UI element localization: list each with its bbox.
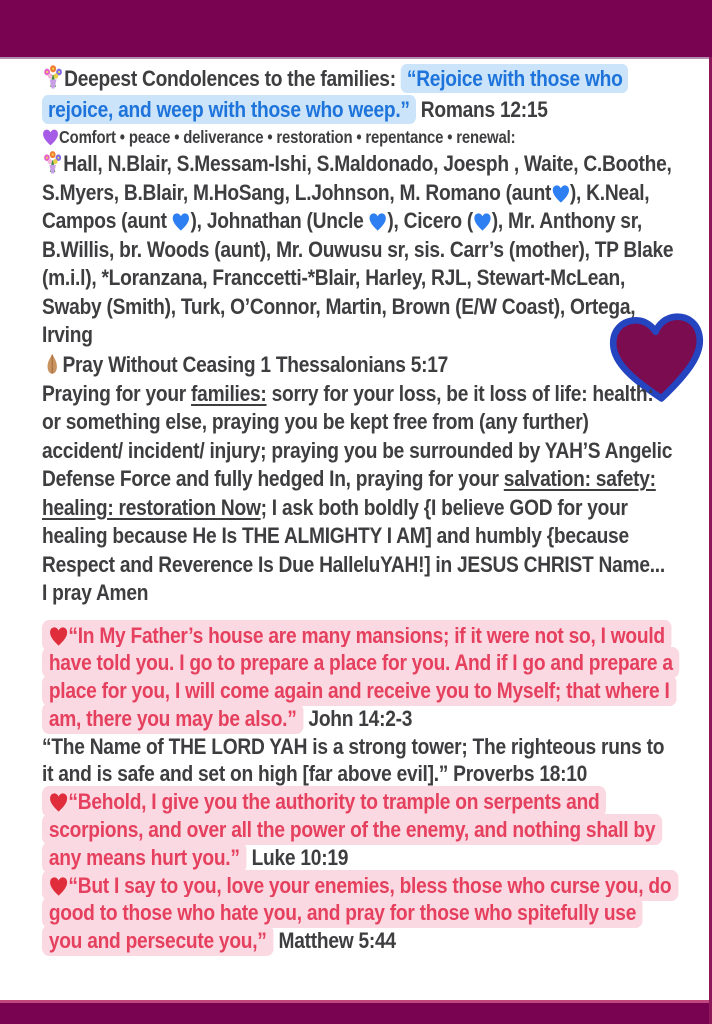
families-names: ), Johnathan (Uncle — [190, 208, 369, 233]
purple-heart-icon — [42, 125, 59, 150]
prayer-text: ; I ask both boldly {I believe GOD for your healing because He Is THE ALMIGHTY I AM] and humbly {because Respect and Reverence Is Due HalleluYAH!] in JESUS CHRIST Name... I pray Amen — [42, 494, 665, 605]
top-banner — [0, 0, 712, 59]
blue-heart-icon — [551, 179, 570, 208]
bottom-banner — [0, 1000, 712, 1024]
families-names: ), K.Neal, Campos (aunt — [42, 179, 650, 233]
verse-proverbs-text: “The Name of THE LORD YAH is a strong tower; The righteous runs to it and is safe and set on high [far above evil].” Proverbs 18:10 — [42, 733, 665, 787]
content — [42, 63, 674, 955]
verse-luke-reference: Luke 10:19 — [246, 844, 349, 870]
verse-quote-text: “But I say to you, love your enemies, bless those who curse you, do good to those who hate you, and pray for those who spitefully use you and persecute you,” — [48, 872, 672, 954]
prayer-paragraph — [42, 380, 674, 608]
pray-line-text: Pray Without Ceasing 1 Thessalonians 5:17 — [62, 351, 449, 377]
families-names: ), Cicero ( — [387, 208, 473, 233]
blue-heart-icon — [369, 207, 388, 236]
red-heart-icon — [49, 788, 69, 816]
verse-proverbs — [42, 733, 674, 789]
bouquet-icon — [42, 63, 64, 94]
prayer-text: sorry for your loss, be it loss of life: health: or something else, praying you be kept free from (any further) accident/ incident/ injury; praying you be surrounded by YAH’S Angelic Defense Force and fully hedged In, praying for your — [42, 380, 673, 491]
families-names: Hall, N.Blair, S.Messam-Ishi, S.Maldonado, Joesph , Waite, C.Boothe, S.Myers, B.Blair, M.HoSang, L.Johnson, M. Romano (aunt — [42, 151, 672, 205]
verse-john-reference: John 14:2-3 — [303, 705, 413, 731]
comfort-line — [42, 125, 674, 150]
verse-quote-text: “Behold, I give you the authority to trample on serpents and scorpions, and over all the power of the enemy, and nothing shall by any means hurt you.” — [48, 789, 656, 870]
blue-heart-icon — [172, 207, 191, 236]
red-heart-icon — [49, 872, 69, 900]
families-list — [42, 150, 674, 350]
red-heart-icon — [49, 622, 69, 650]
verse-matthew-reference: Matthew 5:44 — [273, 928, 396, 954]
families-names: ), Mr. Anthony sr, B.Willis, br. Woods (aunt), Mr. Ouwusu sr, sis. Carr’s (mother), TP Blake (m.i.l), *Loranzana, Franccetti-*Blair, Harley, RJL, Stewart-McLean, Swaby (Smith), Turk, O’Connor, Martin, Brown (E/W Coast), Ortega, Irving — [42, 208, 674, 347]
pray-without-ceasing-line — [42, 350, 674, 380]
verse-john — [42, 622, 674, 733]
verse-matthew — [42, 872, 674, 955]
verse-luke — [42, 788, 674, 871]
comfort-text: Comfort • peace • deliverance • restoration • repentance • renewal: — [59, 127, 516, 147]
prayer-underlined: families: — [191, 380, 267, 406]
prayer-text: Praying for your — [42, 380, 192, 406]
headline-text: Deepest Condolences to the families: — [64, 66, 401, 91]
bouquet-icon — [42, 150, 63, 179]
headline-quote: “Rejoice with those who rejoice, and weep with those who weep.” — [42, 64, 628, 124]
verse-luke-quote — [42, 786, 662, 873]
praying-hands-icon — [42, 350, 62, 380]
prayer-underlined: salvation: safety: healing: restoration Now — [42, 466, 656, 520]
headline-reference: Romans 12:15 — [415, 97, 548, 122]
headline — [42, 63, 674, 125]
blue-heart-icon — [473, 207, 492, 236]
verse-quote-text: “In My Father’s house are many mansions; if it were not so, I would have told you. I go to prepare a place for you. And if I go and prepare a place for you, I will come again and receive you to Myself; that where I am, there you may be also.” — [48, 622, 673, 731]
